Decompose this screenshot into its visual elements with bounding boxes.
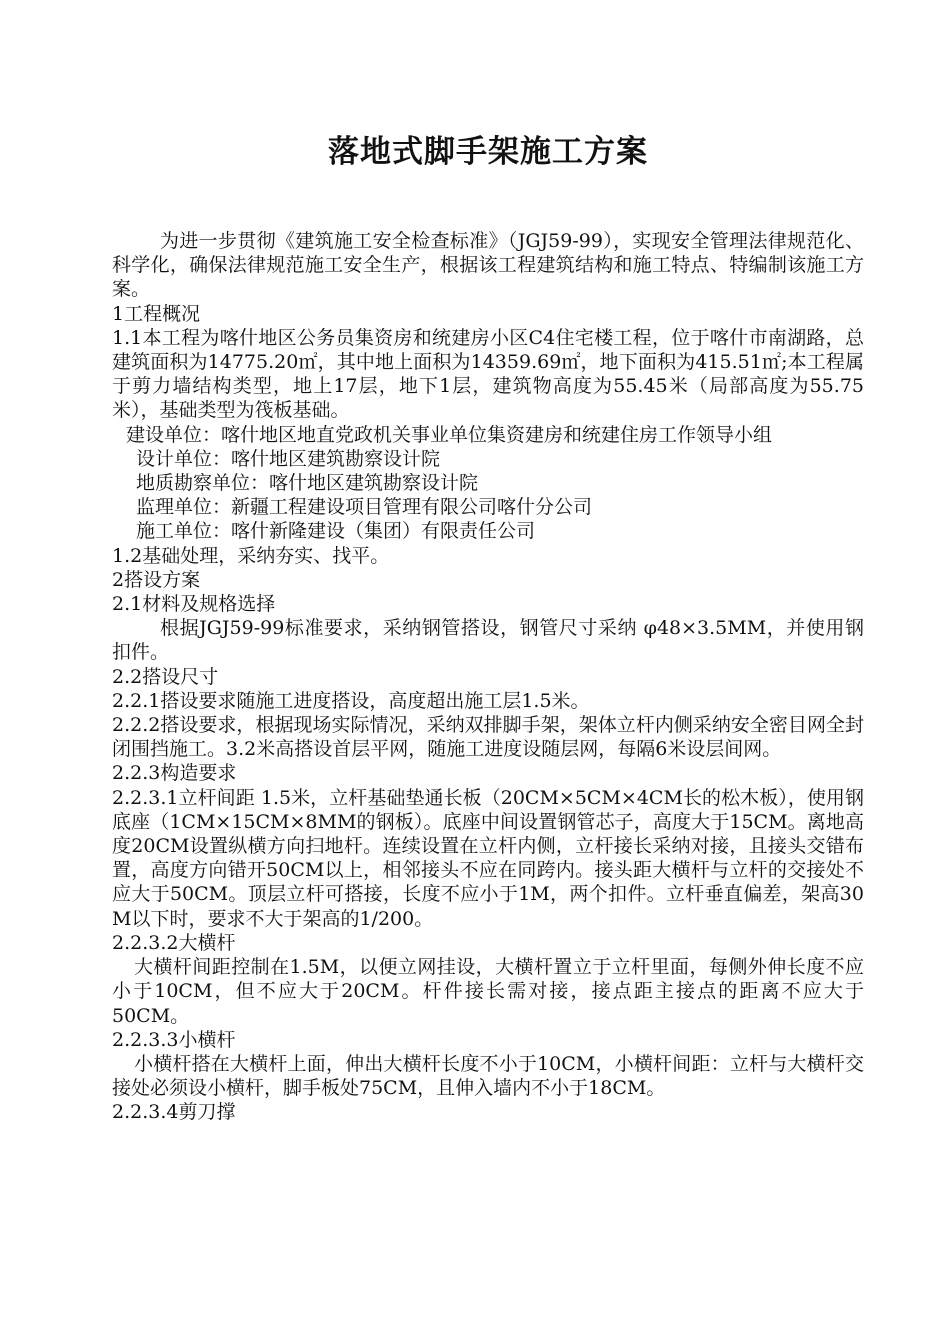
document-page xyxy=(112,120,864,1125)
section-heading-2-2-3: 2.2.3构造要求 xyxy=(112,762,237,785)
paragraph-2-2-2: 2.2.2搭设要求，根据现场实际情况，采纳双排脚手架，架体立杆内侧采纳安全密目网全封闭围挡施工。3.2米高搭设首层平网，随施工进度设随层网，每隔6米设层间网。 xyxy=(112,714,864,761)
section-heading-2: 2搭设方案 xyxy=(112,568,201,591)
section-heading-1: 1工程概况 xyxy=(112,302,201,325)
paragraph-2-2-3-1: 2.2.3.1立杆间距 1.5米，立杆基础垫通长板（20CM×5CM×4CM长的松木板），使用钢底座（1CM×15CM×8MM的钢板）。底座中间设置钢管芯子，高度大于15CM。离地高度20CM设置纵横方向扫地杆。连续设置在立杆内侧，立杆接长采纳对接，且接头交错布置，高度方向错开50CM以上，相邻接头不应在同跨内。接头距大横杆与立杆的交接处不应大于50CM。顶层立杆可搭接，长度不应小于1M，两个扣件。立杆垂直偏差，架高30 M以下时，要求不大于架高的1/200。 xyxy=(112,786,864,930)
paragraph-2-2-1: 2.2.1搭设要求随施工进度搭设，高度超出施工层1.5米。 xyxy=(112,689,590,712)
unit-design: 设计单位：喀什地区建筑勘察设计院 xyxy=(136,447,441,470)
unit-build: 建设单位：喀什地区地直党政机关事业单位集资建房和统建住房工作领导小组 xyxy=(126,423,773,446)
section-heading-2-2-3-4: 2.2.3.4剪刀撑 xyxy=(112,1101,236,1124)
paragraph-1-1: 1.1本工程为喀什地区公务员集资房和统建房小区C4住宅楼工程，位于喀什市南湖路，总建筑面积为14775.20㎡，其中地上面积为14359.69㎡，地下面积为415.51㎡;本工程属于剪力墙结构类型，地上17层，地下1层，建筑物高度为55.45米（局部高度为55.75米），基础类型为筏板基础。 xyxy=(112,326,864,422)
unit-geo: 地质勘察单位：喀什地区建筑勘察设计院 xyxy=(136,472,479,495)
section-heading-2-2-3-3: 2.2.3.3小横杆 xyxy=(112,1028,236,1051)
section-heading-2-2: 2.2搭设尺寸 xyxy=(112,665,219,688)
section-heading-2-2-3-2: 2.2.3.2大横杆 xyxy=(112,931,236,954)
paragraph-1-2: 1.2基础处理，采纳夯实、找平。 xyxy=(112,544,390,567)
title-spacer xyxy=(112,172,864,229)
unit-construct: 施工单位：喀什新隆建设（集团）有限责任公司 xyxy=(136,520,536,543)
paragraph-2-1: 根据JGJ59-99标准要求，采纳钢管搭设，钢管尺寸采纳 φ48×3.5MM，并使用钢扣件。 xyxy=(112,617,864,664)
section-heading-2-1: 2.1材料及规格选择 xyxy=(112,593,276,616)
intro-paragraph: 为进一步贯彻《建筑施工安全检查标准》（JGJ59-99），实现安全管理法律规范化、科学化，确保法律规范施工安全生产，根据该工程建筑结构和施工特点、特编制该施工方案。 xyxy=(112,230,864,301)
paragraph-2-2-3-2: 大横杆间距控制在1.5M，以便立网挂设，大横杆置立于立杆里面，每侧外伸长度不应小于10CM，但不应大于20CM。杆件接长需对接，接点距主接点的距离不应大于50CM。 xyxy=(112,956,864,1027)
paragraph-2-2-3-3: 小横杆搭在大横杆上面，伸出大横杆长度不小于10CM，小横杆间距：立杆与大横杆交接处必须设小横杆，脚手板处75CM，且伸入墙内不小于18CM。 xyxy=(112,1052,864,1100)
document-title: 落地式脚手架施工方案 xyxy=(328,134,648,170)
unit-supervise: 监理单位：新疆工程建设项目管理有限公司喀什分公司 xyxy=(136,496,593,519)
